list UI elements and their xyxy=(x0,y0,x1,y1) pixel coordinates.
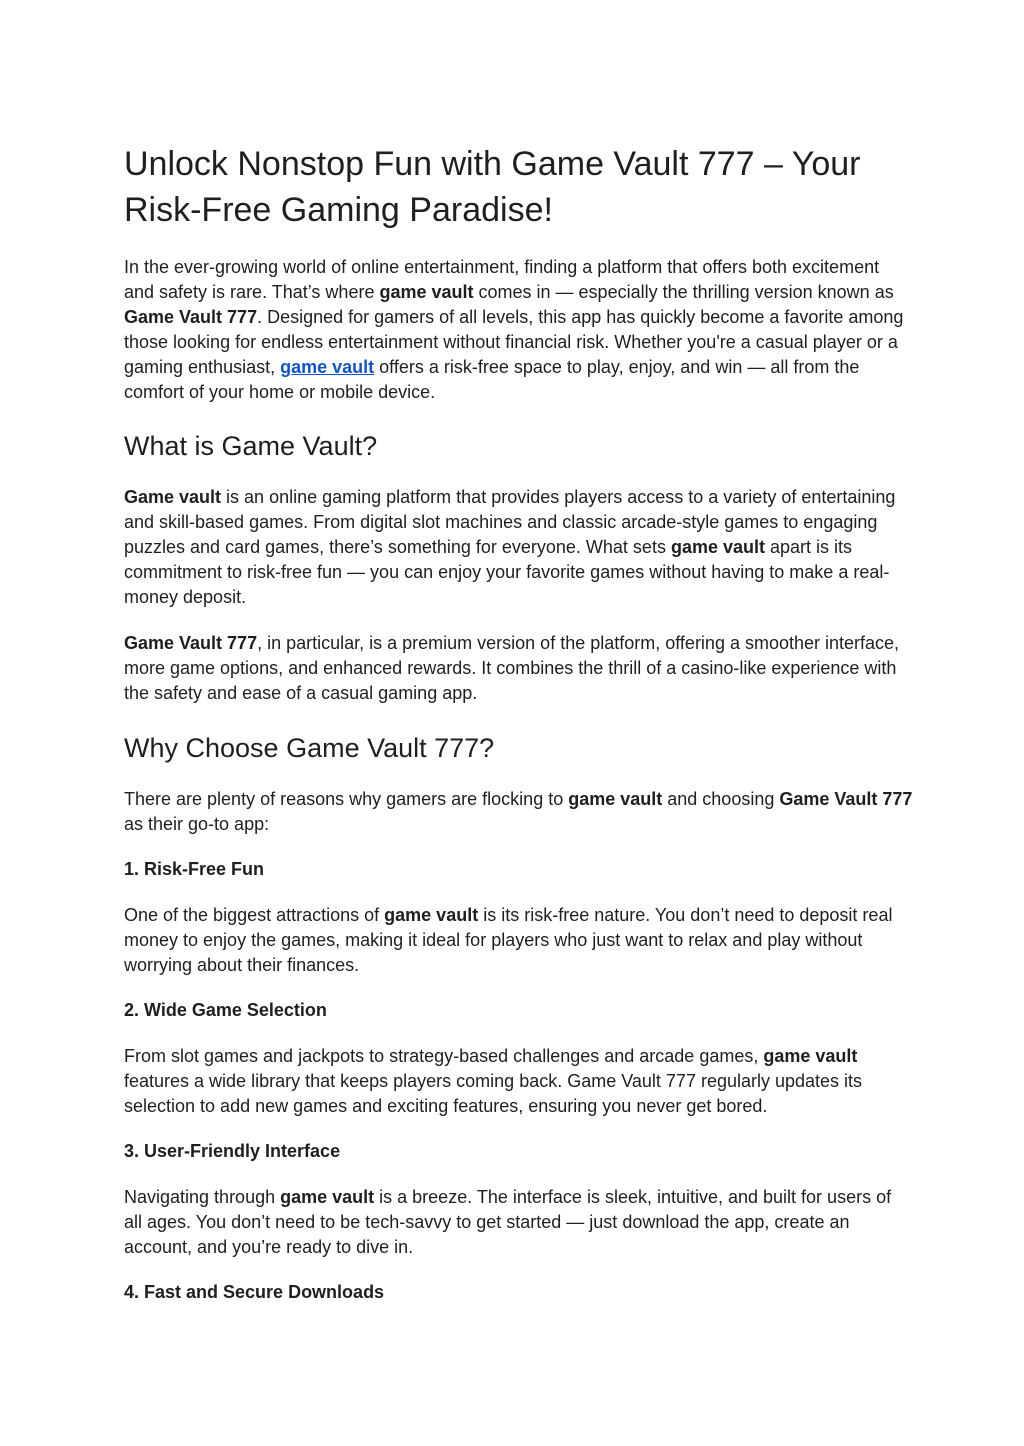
intro-text-2: comes in — especially the thrilling version known as xyxy=(473,282,894,302)
item-paragraph-interface xyxy=(124,1185,914,1260)
item1-text-2: is its risk-free nature. You don’t need to deposit real money to enjoy the games, making it ideal for players who just want to relax and play without worrying about their finances. xyxy=(124,905,893,975)
p1-text-2: apart is its commitment to risk-free fun — you can enjoy your favorite games without having to make a real-money deposit. xyxy=(124,537,890,607)
p1-text-1: is an online gaming platform that provides players access to a variety of entertaining and skill-based games. From digital slot machines and classic arcade-style games to engaging puzzles and card games, there’s something for everyone. What sets xyxy=(124,487,896,557)
intro-text-1: In the ever-growing world of online entertainment, finding a platform that offers both excitement and safety is rare. That’s where xyxy=(124,257,880,302)
item3-text-2: is a breeze. The interface is sleek, intuitive, and built for users of all ages. You don’t need to be tech-savvy to get started — just download the app, create an account, and you’re ready to dive in. xyxy=(124,1187,892,1257)
item1-text-1: One of the biggest attractions of xyxy=(124,905,385,925)
intro-paragraph xyxy=(124,255,914,405)
why-choose-intro xyxy=(124,787,914,837)
why-bold-2: Game Vault 777 xyxy=(779,789,913,809)
intro-bold-2: Game Vault 777 xyxy=(124,307,258,327)
item-heading-risk-free: 1. Risk-Free Fun xyxy=(124,859,265,879)
section-heading-what-is: What is Game Vault? xyxy=(124,431,378,461)
what-is-paragraph-2 xyxy=(124,631,914,706)
item3-text-1: Navigating through xyxy=(124,1187,281,1207)
p1-bold-2: game vault xyxy=(670,537,765,557)
game-vault-link[interactable]: game vault xyxy=(280,357,375,377)
section-heading-why-choose: Why Choose Game Vault 777? xyxy=(124,733,495,763)
item-paragraph-game-selection xyxy=(124,1044,914,1119)
p2-text-1: , in particular, is a premium version of the platform, offering a smoother interface, more game options, and enhanced rewards. It combines the thrill of a casino-like experience with the safety and ease of a casual gaming app. xyxy=(124,633,900,703)
p2-bold-1: Game Vault 777 xyxy=(124,633,258,653)
why-bold-1: game vault xyxy=(568,789,663,809)
item2-text-2: features a wide library that keeps players coming back. Game Vault 777 regularly updates its selection to add new games and exciting features, ensuring you never get bored. xyxy=(124,1071,863,1116)
item-heading-game-selection: 2. Wide Game Selection xyxy=(124,1000,327,1020)
intro-text-3: . Designed for gamers of all levels, this app has quickly become a favorite among those looking for endless entertainment without financial risk. Whether you're a casual player or a gaming enthusiast, xyxy=(124,307,904,377)
p1-bold-1: Game vault xyxy=(124,487,222,507)
item-paragraph-risk-free xyxy=(124,903,914,978)
intro-text-4: offers a risk-free space to play, enjoy, and win — all from the comfort of your home or mobile device. xyxy=(124,357,860,402)
item-heading-downloads: 4. Fast and Secure Downloads xyxy=(124,1282,385,1302)
page-title: Unlock Nonstop Fun with Game Vault 777 – Your Risk-Free Gaming Paradise! xyxy=(124,145,861,229)
item1-bold-1: game vault xyxy=(384,905,479,925)
item-heading-interface: 3. User-Friendly Interface xyxy=(124,1141,341,1161)
item2-bold-1: game vault xyxy=(763,1046,858,1066)
why-text-2: and choosing xyxy=(662,789,780,809)
item3-bold-1: game vault xyxy=(280,1187,375,1207)
intro-bold-1: game vault xyxy=(379,282,474,302)
what-is-paragraph-1 xyxy=(124,485,914,610)
why-text-1: There are plenty of reasons why gamers are flocking to xyxy=(124,789,569,809)
why-text-3: as their go-to app: xyxy=(124,814,270,834)
item2-text-1: From slot games and jackpots to strategy-based challenges and arcade games, xyxy=(124,1046,764,1066)
